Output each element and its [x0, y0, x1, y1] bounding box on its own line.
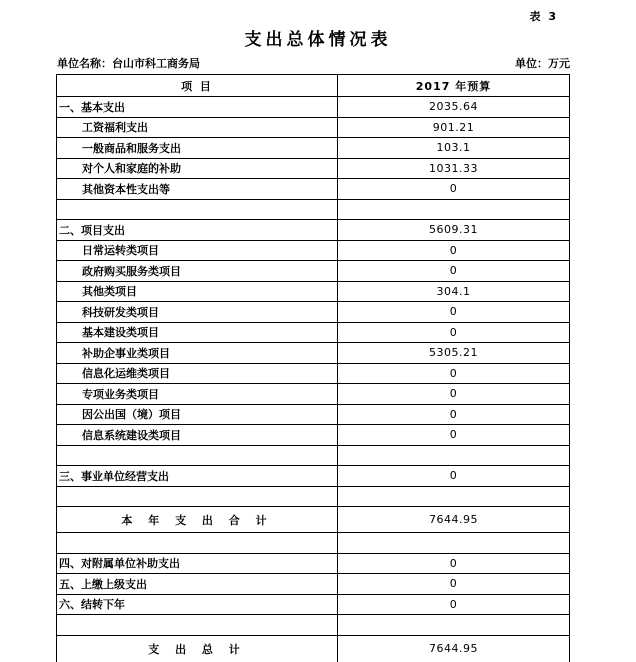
row-value: 901.21 — [432, 120, 475, 134]
column-header-item: 项 目 — [57, 75, 338, 96]
table-row — [57, 425, 569, 446]
row-label: 支 出 总 计 — [57, 636, 338, 662]
row-label: 因公出国（境）项目 — [57, 405, 338, 425]
table-row — [57, 220, 569, 241]
row-label: 其他类项目 — [57, 282, 338, 302]
table-row — [57, 446, 569, 467]
currency-unit-text: 单位：万元 — [515, 57, 570, 70]
row-label: 四、对附属单位补助支出 — [57, 554, 338, 574]
row-label: 其他资本性支出等 — [57, 179, 338, 199]
table-row — [57, 159, 569, 180]
row-label: 一般商品和服务支出 — [57, 138, 338, 158]
row-value: 0 — [449, 305, 458, 319]
table-row — [57, 97, 569, 118]
table-header-row — [57, 75, 569, 97]
row-value — [338, 200, 569, 220]
row-label: 工资福利支出 — [57, 118, 338, 138]
row-value: 0 — [449, 325, 458, 339]
row-label: 对个人和家庭的补助 — [57, 159, 338, 179]
table-row — [57, 507, 569, 533]
row-value: 0 — [449, 182, 458, 196]
row-value: 0 — [449, 597, 458, 611]
table-row — [57, 179, 569, 200]
table-row — [57, 200, 569, 221]
table-row — [57, 466, 569, 487]
row-label — [57, 615, 338, 635]
row-value: 0 — [449, 577, 458, 591]
table-row — [57, 323, 569, 344]
row-label: 日常运转类项目 — [57, 241, 338, 261]
row-label: 科技研发类项目 — [57, 302, 338, 322]
row-label: 五、上缴上级支出 — [57, 574, 338, 594]
row-value: 0 — [449, 387, 458, 401]
row-label: 信息系统建设类项目 — [57, 425, 338, 445]
row-label — [57, 200, 338, 220]
table-row — [57, 615, 569, 636]
row-value: 0 — [449, 469, 458, 483]
table-row — [57, 343, 569, 364]
row-value: 0 — [449, 407, 458, 421]
row-value: 5609.31 — [429, 223, 478, 237]
row-value — [338, 487, 569, 507]
table-row — [57, 574, 569, 595]
row-value: 5305.21 — [429, 346, 478, 360]
table-row — [57, 241, 569, 262]
row-label: 六、结转下年 — [57, 595, 338, 615]
column-header-budget: 2017 年预算 — [415, 79, 492, 93]
budget-table — [56, 74, 570, 662]
row-value: 7644.95 — [429, 642, 478, 655]
row-label: 补助企事业类项目 — [57, 343, 338, 363]
row-value: 1031.33 — [429, 161, 478, 175]
page-title: 支出总体情况表 — [244, 30, 392, 50]
table-row — [57, 384, 569, 405]
table-row — [57, 405, 569, 426]
row-label: 政府购买服务类项目 — [57, 261, 338, 281]
row-label: 专项业务类项目 — [57, 384, 338, 404]
table-number-label: 表 3 — [529, 10, 558, 23]
row-value: 0 — [449, 264, 458, 278]
table-row — [57, 554, 569, 575]
table-row — [57, 595, 569, 616]
row-label — [57, 446, 338, 466]
row-value: 0 — [449, 243, 458, 257]
row-label: 基本建设类项目 — [57, 323, 338, 343]
row-value — [338, 446, 569, 466]
row-label: 三、事业单位经营支出 — [57, 466, 338, 486]
table-row — [57, 261, 569, 282]
table-row — [57, 282, 569, 303]
table-row — [57, 636, 569, 662]
unit-name-text: 单位名称：台山市科工商务局 — [57, 57, 200, 70]
row-label: 本 年 支 出 合 计 — [57, 507, 338, 532]
row-value — [338, 533, 569, 553]
table-row — [57, 487, 569, 508]
table-row — [57, 533, 569, 554]
row-value — [338, 615, 569, 635]
table-row — [57, 118, 569, 139]
row-value: 7644.95 — [429, 513, 478, 526]
table-row — [57, 138, 569, 159]
row-value: 0 — [449, 366, 458, 380]
row-label — [57, 533, 338, 553]
row-value: 0 — [449, 556, 458, 570]
row-label — [57, 487, 338, 507]
table-row — [57, 364, 569, 385]
row-label: 信息化运维类项目 — [57, 364, 338, 384]
meta-row — [57, 55, 570, 71]
row-value: 103.1 — [436, 141, 471, 155]
table-row — [57, 302, 569, 323]
row-label: 一、基本支出 — [57, 97, 338, 117]
row-value: 304.1 — [436, 284, 471, 298]
row-label: 二、项目支出 — [57, 220, 338, 240]
row-value: 2035.64 — [429, 100, 478, 114]
row-value: 0 — [449, 428, 458, 442]
